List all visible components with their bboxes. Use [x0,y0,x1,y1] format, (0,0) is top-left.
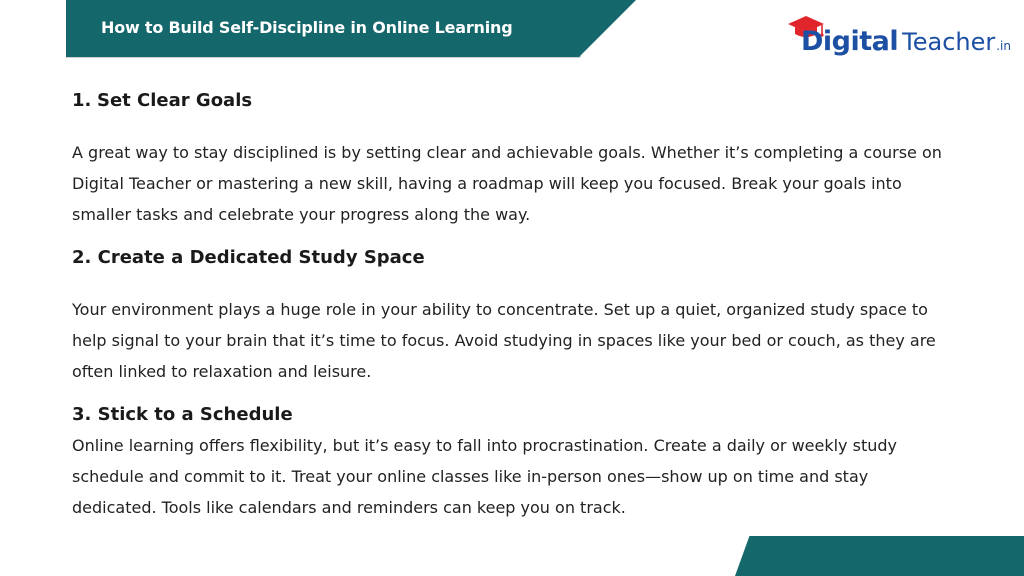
footer-bar [735,536,1024,576]
logo-wordmark [801,26,1011,57]
section-body-1: A great way to stay disciplined is by setting clear and achievable goals. Whether it’s completing a course on Digital Teacher or mastering a new skill, having a roadmap will keep you focused. Break your goals into smaller tasks and celebrate your progress along the way. [72,143,942,224]
section-title-1: Set Clear Goals [97,90,253,111]
section-number-1: 1. [72,90,92,111]
section-heading-3: 3. Stick to a Schedule [72,404,293,425]
logo-suffix-text: .in [996,39,1011,53]
logo-teacher-text: Teacher [902,28,996,56]
section-body-3: Online learning offers flexibility, but it’s easy to fall into procrastination. Create a daily or weekly study schedule and commit to it. Treat your online classes like in-person ones—show up on time and stay dedicated. Tools like calendars and reminders can keep you on track. [72,436,897,517]
digital-teacher-logo[interactable] [784,12,1014,64]
section-body-2: Your environment plays a huge role in your ability to concentrate. Set up a quiet, organized study space to help signal to your brain that it’s time to focus. Avoid studying in spaces like your bed or couch, as they are often linked to relaxation and leisure. [72,300,936,381]
logo-digital-text: Digital [801,26,899,57]
page-title: How to Build Self-Discipline in Online Learning [101,18,513,37]
section-heading-1 [72,90,252,111]
section-heading-2: 2. Create a Dedicated Study Space [72,247,425,268]
